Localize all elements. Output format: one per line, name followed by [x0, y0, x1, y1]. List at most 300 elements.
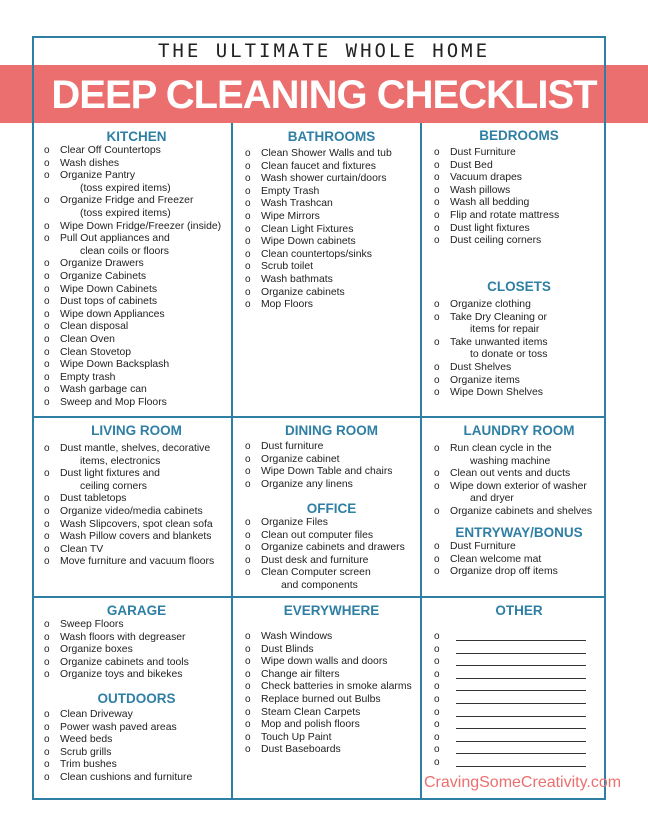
blank-checklist-item[interactable]	[434, 719, 604, 732]
checklist-item-continuation	[434, 349, 604, 362]
checklist-item-text: Clean Driveway	[60, 709, 133, 720]
checkbox-circle-icon: o	[245, 656, 251, 668]
blank-write-in-line[interactable]	[456, 719, 586, 729]
checklist-item-text: Dust furniture	[261, 441, 324, 452]
checklist-item[interactable]	[44, 644, 229, 657]
blank-checklist-item[interactable]	[434, 744, 604, 757]
checklist-item[interactable]	[44, 747, 229, 760]
checklist-item-continuation	[434, 324, 604, 337]
blank-write-in-line[interactable]	[456, 644, 586, 654]
checklist-item[interactable]	[434, 443, 604, 456]
checkbox-circle-icon: o	[245, 681, 251, 693]
checkbox-circle-icon: o	[44, 709, 50, 720]
checkbox-circle-icon: o	[434, 541, 440, 552]
checklist-item[interactable]	[434, 337, 604, 350]
checkbox-circle-icon: o	[44, 669, 50, 681]
checklist-item[interactable]	[44, 384, 229, 397]
checkbox-circle-icon: o	[434, 553, 440, 565]
checkbox-circle-icon: o	[44, 220, 50, 232]
checklist-item-text: Clean faucet and fixtures	[261, 160, 376, 172]
checklist-item[interactable]	[434, 481, 604, 494]
blank-checklist-item[interactable]	[434, 707, 604, 720]
checkbox-circle-icon: o	[44, 170, 50, 182]
checklist-item-text: Dust Furniture	[450, 541, 516, 552]
checkbox-circle-icon: o	[44, 283, 50, 295]
checkbox-circle-icon: o	[245, 236, 251, 248]
checkbox-circle-icon: o	[245, 643, 251, 655]
section-title: OFFICE	[306, 501, 357, 516]
checkbox-circle-icon: o	[245, 248, 251, 260]
checklist	[44, 709, 229, 785]
checkbox-circle-icon: o	[245, 453, 251, 465]
checkbox-circle-icon: o	[434, 222, 440, 234]
row-divider-1	[32, 416, 606, 418]
checklist-item[interactable]	[44, 372, 229, 385]
checkbox-circle-icon: o	[245, 273, 251, 285]
checklist-item[interactable]	[434, 362, 604, 375]
checkbox-circle-icon: o	[44, 734, 50, 746]
blank-checklist-item[interactable]	[434, 669, 604, 682]
section-title: OTHER	[495, 603, 543, 618]
checklist-item[interactable]	[245, 669, 418, 682]
checkbox-circle-icon: o	[245, 529, 251, 541]
checkbox-circle-icon: o	[245, 223, 251, 235]
checkbox-circle-icon: o	[44, 543, 50, 555]
checklist	[434, 299, 604, 400]
checklist-item[interactable]	[434, 172, 604, 185]
section-title: EVERYWHERE	[283, 603, 380, 618]
checklist-item-text: items for repair	[470, 324, 540, 336]
checklist-item[interactable]	[434, 160, 604, 173]
checklist-item[interactable]	[434, 223, 604, 236]
checklist-item[interactable]	[245, 530, 418, 543]
checklist-item-text: Wash floors with degreaser	[60, 631, 186, 643]
checkbox-circle-icon: o	[434, 336, 440, 348]
checkbox-circle-icon: o	[245, 173, 251, 185]
checkbox-circle-icon: o	[44, 333, 50, 345]
section-dining-room	[245, 422, 418, 491]
checklist-item[interactable]	[44, 195, 229, 208]
checkbox-circle-icon: o	[434, 299, 440, 310]
checklist-item-text: Organize Cabinets	[60, 270, 147, 282]
checklist-item[interactable]	[44, 722, 229, 735]
checklist-item[interactable]	[434, 506, 604, 519]
checkbox-circle-icon: o	[434, 643, 440, 655]
section-title: GARAGE	[106, 603, 167, 618]
checklist-item[interactable]	[434, 235, 604, 248]
checklist-item[interactable]	[44, 334, 229, 347]
checklist-item[interactable]	[44, 397, 229, 410]
checklist-item[interactable]	[245, 249, 418, 262]
checklist-item-text: Vacuum drapes	[450, 172, 523, 184]
checkbox-circle-icon: o	[245, 567, 251, 579]
checkbox-circle-icon: o	[245, 198, 251, 210]
section-kitchen	[44, 128, 229, 409]
checklist-item-text: Clean disposal	[60, 321, 129, 333]
checklist-item-text: items, electronics	[80, 455, 161, 467]
checkbox-circle-icon: o	[434, 197, 440, 209]
blank-write-in-line[interactable]	[456, 732, 586, 742]
checkbox-circle-icon: o	[434, 387, 440, 399]
checkbox-circle-icon: o	[434, 566, 440, 578]
checklist-item-text: Weed beds	[60, 734, 113, 746]
checklist-item-text: Clean out vents and ducts	[450, 468, 571, 480]
checklist-item-continuation	[44, 456, 229, 469]
checklist-item-text: Clean Light Fixtures	[261, 223, 354, 235]
checklist-item-text: Organize Pantry	[60, 170, 136, 182]
checkbox-circle-icon: o	[44, 384, 50, 396]
checklist-item-text: Clean Oven	[60, 333, 115, 345]
checkbox-circle-icon: o	[434, 631, 440, 642]
checklist-item[interactable]	[44, 734, 229, 747]
checklist-item[interactable]	[245, 441, 418, 454]
checklist-item[interactable]	[44, 309, 229, 322]
checklist-item[interactable]	[245, 211, 418, 224]
checklist-item[interactable]	[44, 506, 229, 519]
checklist-item-text: Wash Slipcovers, spot clean sofa	[60, 518, 213, 530]
checklist-item-text: Wipe Down Fridge/Freezer (inside)	[60, 220, 222, 232]
checklist-item[interactable]	[44, 632, 229, 645]
checklist-item-text: Organize drop off items	[450, 566, 558, 578]
checkbox-circle-icon: o	[434, 172, 440, 184]
checklist-item-text: Empty Trash	[261, 185, 320, 197]
checklist-item-text: (toss expired items)	[80, 182, 171, 194]
checklist-item-text: Wash Pillow covers and blankets	[60, 531, 212, 543]
checklist-item-text: Pull Out appliances and	[60, 233, 170, 245]
section-title: DINING ROOM	[285, 423, 378, 438]
checklist-item[interactable]	[44, 145, 229, 158]
checklist-item[interactable]	[434, 468, 604, 481]
checkbox-circle-icon: o	[44, 296, 50, 308]
checklist-item[interactable]	[245, 454, 418, 467]
checklist-item[interactable]	[245, 732, 418, 745]
checklist-item-text: Run clean cycle in the	[450, 443, 552, 454]
blank-checklist-item[interactable]	[434, 681, 604, 694]
checklist-item[interactable]	[245, 161, 418, 174]
checklist-item[interactable]	[44, 468, 229, 481]
checklist-item[interactable]	[434, 312, 604, 325]
checklist-item[interactable]	[44, 493, 229, 506]
checklist-item[interactable]	[44, 347, 229, 360]
checklist-item-text: Organize video/media cabinets	[60, 505, 203, 517]
checkbox-circle-icon: o	[245, 261, 251, 273]
checklist-item[interactable]	[245, 656, 418, 669]
checkbox-circle-icon: o	[245, 299, 251, 311]
checklist-item-continuation	[245, 580, 418, 593]
section-entryway	[434, 524, 604, 579]
section-bathrooms	[245, 128, 418, 312]
checklist-item-text: washing machine	[470, 455, 551, 467]
section-living-room	[44, 422, 229, 569]
checklist-item[interactable]	[245, 299, 418, 312]
blank-write-in-line[interactable]	[456, 744, 586, 754]
blank-write-in-line[interactable]	[456, 669, 586, 679]
checklist-item[interactable]	[245, 542, 418, 555]
checkbox-circle-icon: o	[245, 466, 251, 478]
checklist-item[interactable]	[245, 555, 418, 568]
checklist-item-text: Move furniture and vacuum floors	[60, 556, 215, 568]
checklist-item-text: Clean Computer screen	[261, 567, 371, 579]
checklist-item[interactable]	[44, 221, 229, 234]
section-title: LAUNDRY ROOM	[463, 423, 575, 438]
checklist-item-continuation	[434, 456, 604, 469]
checklist-item-text: Clean cushions and furniture	[60, 771, 193, 783]
checklist-item[interactable]	[245, 719, 418, 732]
checklist-item[interactable]	[245, 466, 418, 479]
checklist-item-text: Dust tabletops	[60, 493, 127, 505]
checklist-item-text: Organize Fridge and Freezer	[60, 195, 194, 207]
checklist-item-text: Dust Baseboards	[261, 744, 341, 756]
checkbox-circle-icon: o	[434, 706, 440, 718]
section-closets	[434, 278, 604, 400]
checklist-item-text: Clear Off Countertops	[60, 145, 161, 156]
checkbox-circle-icon: o	[44, 505, 50, 517]
checklist-item-text: Organize Drawers	[60, 258, 144, 270]
checkbox-circle-icon: o	[44, 308, 50, 320]
checklist-item[interactable]	[245, 644, 418, 657]
checklist-item[interactable]	[245, 198, 418, 211]
checklist-item[interactable]	[44, 170, 229, 183]
checkbox-circle-icon: o	[44, 644, 50, 656]
checkbox-circle-icon: o	[245, 517, 251, 528]
checkbox-circle-icon: o	[44, 631, 50, 643]
checklist	[245, 517, 418, 593]
checklist-item-text: Take Dry Cleaning or	[450, 311, 548, 323]
checklist-item-text: Wipe down walls and doors	[261, 656, 388, 668]
checkbox-circle-icon: o	[434, 361, 440, 373]
blank-checklist-item[interactable]	[434, 656, 604, 669]
checklist	[245, 631, 418, 757]
checklist-subtitle: THE ULTIMATE WHOLE HOME	[157, 40, 491, 62]
checklist-item[interactable]	[245, 261, 418, 274]
checklist-item-text: Organize boxes	[60, 644, 133, 656]
checklist-item[interactable]	[44, 443, 229, 456]
checklist-item[interactable]	[44, 158, 229, 171]
checklist-item[interactable]	[245, 173, 418, 186]
checklist-item[interactable]	[44, 657, 229, 670]
blank-checklist-item[interactable]	[434, 631, 604, 644]
checkbox-circle-icon: o	[44, 468, 50, 480]
checklist-item[interactable]	[434, 387, 604, 400]
checklist-item-text: Empty trash	[60, 371, 116, 383]
checkbox-circle-icon: o	[434, 468, 440, 480]
checklist-item-text: clean coils or floors	[80, 245, 169, 257]
section-bedrooms	[434, 127, 604, 248]
checkbox-circle-icon: o	[434, 147, 440, 158]
checkbox-circle-icon: o	[44, 721, 50, 733]
checklist-item-text: Dust light fixtures and	[60, 468, 160, 480]
checkbox-circle-icon: o	[44, 619, 50, 630]
checklist-item[interactable]	[44, 544, 229, 557]
checklist-item[interactable]	[434, 566, 604, 579]
checklist-item[interactable]	[44, 284, 229, 297]
checklist-item-text: Wipe down exterior of washer	[450, 480, 587, 492]
checkbox-circle-icon: o	[44, 371, 50, 383]
checkbox-circle-icon: o	[245, 210, 251, 222]
checklist-item-text: Dust Bed	[450, 159, 493, 171]
checklist-item[interactable]	[245, 694, 418, 707]
checklist-item[interactable]	[434, 299, 604, 312]
site-credit: CravingSomeCreativity.com	[424, 774, 622, 791]
checklist-item[interactable]	[434, 210, 604, 223]
blank-write-in-line[interactable]	[456, 656, 586, 666]
checkbox-circle-icon: o	[434, 656, 440, 668]
section-laundry-room	[434, 422, 604, 519]
checkbox-circle-icon: o	[44, 270, 50, 282]
checklist-item[interactable]	[245, 287, 418, 300]
checklist-item[interactable]	[245, 681, 418, 694]
checklist-item[interactable]	[44, 759, 229, 772]
checklist-item-text: Wash bathmats	[261, 273, 333, 285]
checklist-item-text: Mop and polish floors	[261, 719, 360, 731]
section-title: LIVING ROOM	[91, 423, 182, 438]
checkbox-circle-icon: o	[434, 681, 440, 693]
checkbox-circle-icon: o	[44, 321, 50, 333]
blank-checklist-item[interactable]	[434, 732, 604, 745]
checklist-item[interactable]	[245, 479, 418, 492]
blank-write-in-line[interactable]	[456, 681, 586, 691]
checklist-item[interactable]	[44, 669, 229, 682]
checkbox-circle-icon: o	[44, 531, 50, 543]
checklist-item-text: Scrub toilet	[261, 261, 313, 273]
blank-write-in-line[interactable]	[456, 694, 586, 704]
checklist-item[interactable]	[44, 556, 229, 569]
checklist	[434, 541, 604, 579]
checklist-item-text: Dust Blinds	[261, 643, 314, 655]
checklist-item[interactable]	[434, 554, 604, 567]
checklist	[44, 443, 229, 569]
checkbox-circle-icon: o	[44, 746, 50, 758]
checklist-item[interactable]	[44, 359, 229, 372]
checkbox-circle-icon: o	[44, 359, 50, 371]
checkbox-circle-icon: o	[245, 719, 251, 731]
checklist-item-text: Clean Stovetop	[60, 346, 132, 358]
checklist-item-text: Clean countertops/sinks	[261, 248, 372, 260]
checklist-item[interactable]	[44, 258, 229, 271]
checklist-item[interactable]	[245, 744, 418, 757]
section-title: CLOSETS	[487, 279, 551, 294]
checklist-item[interactable]	[44, 531, 229, 544]
checklist-item-text: Trim bushes	[60, 759, 117, 771]
checklist-item-text: Steam Clean Carpets	[261, 706, 361, 718]
checklist-item-text: and dryer	[470, 493, 514, 505]
checklist-item[interactable]	[245, 148, 418, 161]
checklist-item-text: Organize cabinets	[261, 286, 345, 298]
checkbox-circle-icon: o	[434, 693, 440, 705]
checkbox-circle-icon: o	[434, 235, 440, 247]
checklist-item-text: Organize cabinets and drawers	[261, 542, 405, 554]
checklist-item-text: Take unwanted items	[450, 336, 548, 348]
checkbox-circle-icon: o	[245, 148, 251, 159]
checklist-item[interactable]	[434, 375, 604, 388]
checklist-item[interactable]	[245, 224, 418, 237]
checklist-item-text: Dust ceiling corners	[450, 235, 542, 247]
blank-checklist-item[interactable]	[434, 644, 604, 657]
checklist-item-text: to donate or toss	[470, 349, 548, 361]
checklist-item[interactable]	[434, 541, 604, 554]
checkbox-circle-icon: o	[245, 668, 251, 680]
checklist-item-text: Clean welcome mat	[450, 553, 542, 565]
checklist-item[interactable]	[44, 233, 229, 246]
section-title: BATHROOMS	[287, 129, 376, 144]
checklist-item-continuation	[44, 246, 229, 259]
section-garage	[44, 602, 229, 682]
checkbox-circle-icon: o	[434, 311, 440, 323]
checklist-item[interactable]	[245, 707, 418, 720]
checklist-item-continuation	[44, 208, 229, 221]
checklist-item-text: Wash pillows	[450, 184, 511, 196]
checkbox-circle-icon: o	[44, 396, 50, 408]
checklist-item-text: Sweep and Mop Floors	[60, 396, 167, 408]
checkbox-circle-icon: o	[44, 759, 50, 771]
checkbox-circle-icon: o	[434, 443, 440, 454]
checkbox-circle-icon: o	[434, 668, 440, 680]
checkbox-circle-icon: o	[434, 719, 440, 731]
checkbox-circle-icon: o	[434, 744, 440, 756]
checklist-item[interactable]	[44, 619, 229, 632]
checklist-item-text: Flip and rotate mattress	[450, 209, 560, 221]
checklist-item[interactable]	[44, 709, 229, 722]
checklist-item[interactable]	[245, 236, 418, 249]
checkbox-circle-icon: o	[434, 756, 440, 768]
checklist-item-continuation	[434, 493, 604, 506]
checklist-item[interactable]	[44, 321, 229, 334]
checklist-item-text: Change air filters	[261, 668, 340, 680]
checkbox-circle-icon: o	[245, 441, 251, 452]
checklist-item-text: Organize any linens	[261, 478, 353, 490]
blank-checklist-item[interactable]	[434, 757, 604, 770]
checklist-item-text: Wash Windows	[261, 631, 333, 642]
checklist-item[interactable]	[245, 274, 418, 287]
checklist-item[interactable]	[44, 772, 229, 785]
checkbox-circle-icon: o	[245, 286, 251, 298]
blank-checklist-item[interactable]	[434, 694, 604, 707]
checklist-item[interactable]	[434, 147, 604, 160]
checkbox-circle-icon: o	[245, 693, 251, 705]
checklist-item-text: Organize cabinets and shelves	[450, 505, 593, 517]
section-office	[245, 500, 418, 593]
checklist-item[interactable]	[434, 197, 604, 210]
checklist-item[interactable]	[44, 519, 229, 532]
checklist-item[interactable]	[245, 567, 418, 580]
checklist-item-text: Wipe Down Table and chairs	[261, 466, 393, 478]
checklist-item-text: Power wash paved areas	[60, 721, 177, 733]
checklist-item[interactable]	[245, 186, 418, 199]
section-other	[434, 602, 604, 770]
row-divider-2	[32, 596, 606, 598]
checklist-item[interactable]	[44, 296, 229, 309]
checklist	[434, 443, 604, 519]
checklist-item-text: Dust light fixtures	[450, 222, 530, 234]
checklist-item[interactable]	[434, 185, 604, 198]
section-title: ENTRYWAY/BONUS	[455, 525, 583, 540]
checkbox-circle-icon: o	[44, 157, 50, 169]
checklist-item-text: Check batteries in smoke alarms	[261, 681, 412, 693]
checkbox-circle-icon: o	[44, 443, 50, 454]
checklist-item-text: Clean TV	[60, 543, 104, 555]
checklist-item[interactable]	[245, 517, 418, 530]
checklist-item[interactable]	[245, 631, 418, 644]
blank-write-in-line[interactable]	[456, 707, 586, 717]
checklist-item-text: Mop Floors	[261, 299, 313, 311]
blank-write-in-line[interactable]	[456, 757, 586, 767]
checklist-item-text: Wipe Down cabinets	[261, 236, 356, 248]
section-everywhere	[245, 602, 418, 757]
checklist-item-text: Organize items	[450, 374, 520, 386]
blank-write-in-line[interactable]	[456, 631, 586, 641]
checklist-item[interactable]	[44, 271, 229, 284]
checklist-item-text: Wash Trashcan	[261, 198, 333, 210]
